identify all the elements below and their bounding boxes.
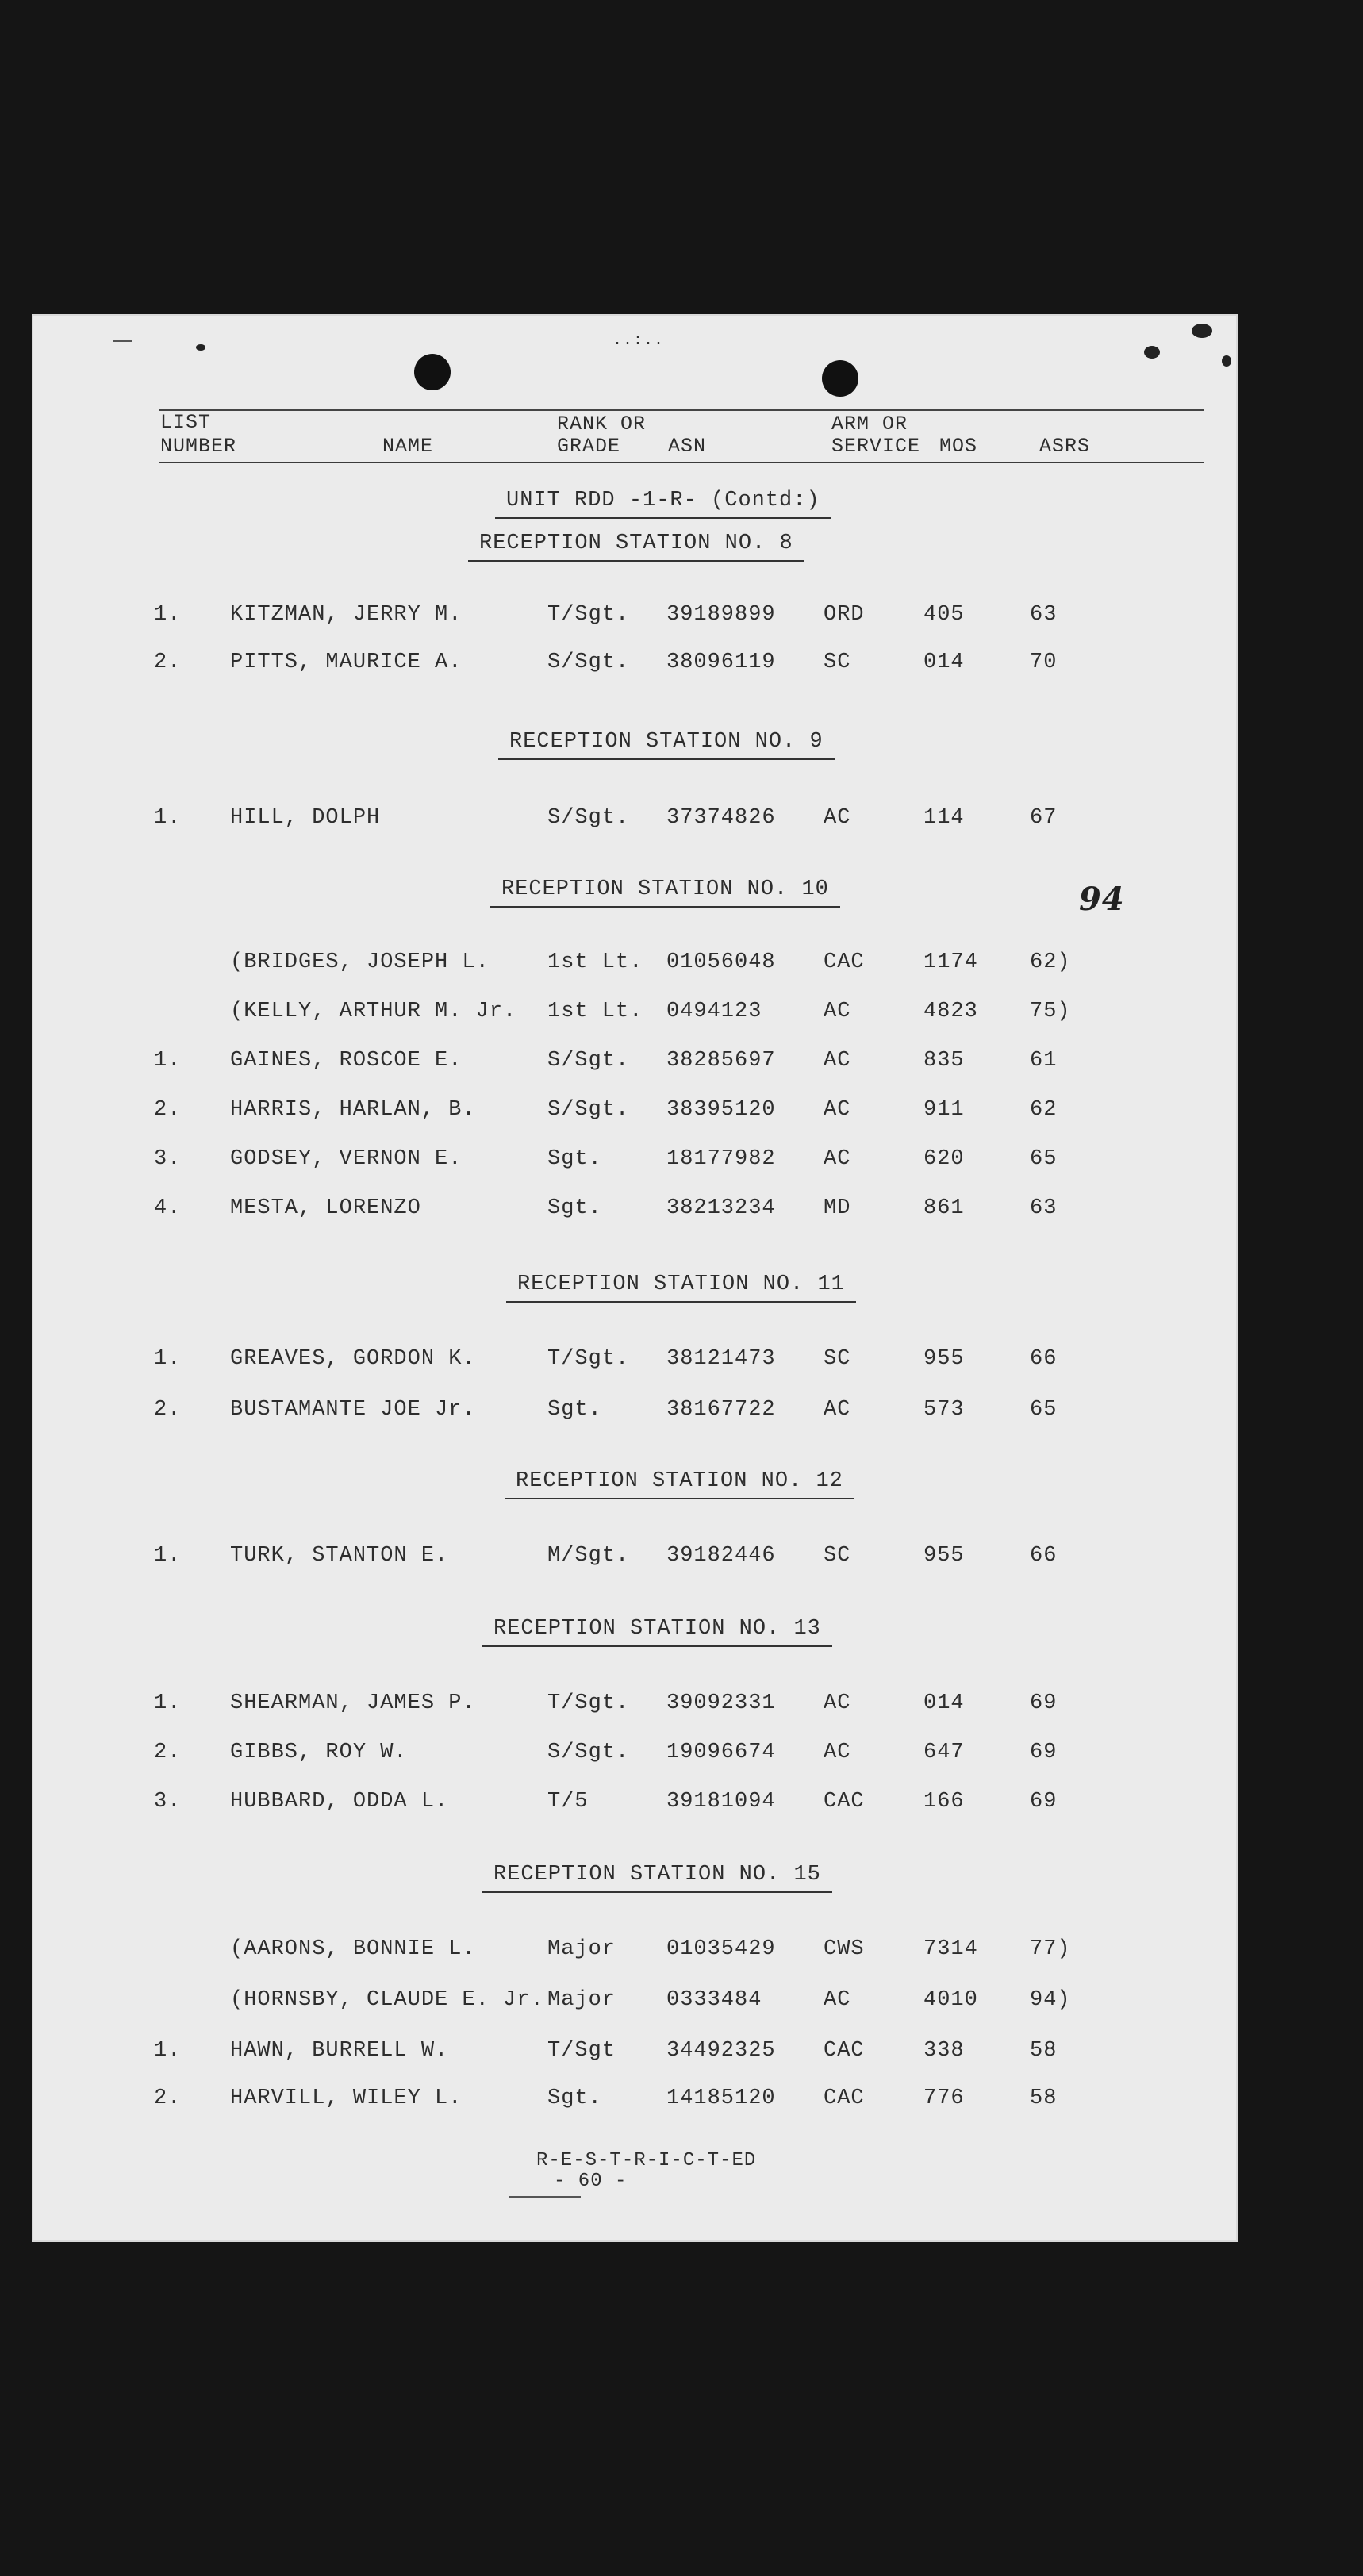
row-arm: CAC <box>824 2039 865 2063</box>
row-rank: Major <box>547 1988 616 2012</box>
row-num: 3. <box>154 1790 182 1814</box>
row-num: 1. <box>154 806 182 830</box>
row-asrs: 58 <box>1030 2087 1058 2110</box>
row-num: 1. <box>154 1347 182 1371</box>
section-title: RECEPTION STATION NO. 15 <box>482 1863 832 1887</box>
row-asn: 38167722 <box>666 1398 776 1422</box>
row-asrs: 66 <box>1030 1544 1058 1568</box>
row-asrs: 62) <box>1030 950 1071 974</box>
row-asn: 38395120 <box>666 1098 776 1122</box>
col-name-label: NAME <box>382 435 434 458</box>
row-name: BUSTAMANTE JOE Jr. <box>230 1398 476 1422</box>
col-mos-label: MOS <box>939 435 978 458</box>
row-mos: 338 <box>923 2039 965 2063</box>
document-page <box>33 316 1236 2240</box>
row-arm: AC <box>824 1398 851 1422</box>
col-asrs-label: ASRS <box>1039 435 1091 458</box>
row-asrs: 69 <box>1030 1790 1058 1814</box>
row-asrs: 66 <box>1030 1347 1058 1371</box>
row-name: (KELLY, ARTHUR M. Jr. <box>230 1000 517 1023</box>
row-num: 4. <box>154 1196 182 1220</box>
col-list-label-2: NUMBER <box>160 435 237 458</box>
row-num: 1. <box>154 2039 182 2063</box>
row-mos: 955 <box>923 1544 965 1568</box>
row-asn: 39189899 <box>666 603 776 627</box>
row-asn: 37374826 <box>666 806 776 830</box>
row-num: 1. <box>154 1049 182 1073</box>
row-mos: 4823 <box>923 1000 978 1023</box>
col-rank-label-2: GRADE <box>557 435 621 458</box>
row-rank: Sgt. <box>547 1147 602 1171</box>
row-rank: S/Sgt. <box>547 806 630 830</box>
row-asrs: 61 <box>1030 1049 1058 1073</box>
row-asrs: 62 <box>1030 1098 1058 1122</box>
row-arm: AC <box>824 1988 851 2012</box>
row-arm: AC <box>824 806 851 830</box>
row-rank: T/Sgt. <box>547 1347 630 1371</box>
row-arm: CAC <box>824 2087 865 2110</box>
row-asn: 39092331 <box>666 1691 776 1715</box>
punch-hole <box>414 354 451 390</box>
row-rank: M/Sgt. <box>547 1544 630 1568</box>
row-mos: 835 <box>923 1049 965 1073</box>
row-asn: 38096119 <box>666 651 776 674</box>
row-name: HUBBARD, ODDA L. <box>230 1790 449 1814</box>
row-arm: SC <box>824 1347 851 1371</box>
row-rank: S/Sgt. <box>547 1049 630 1073</box>
row-num: 2. <box>154 651 182 674</box>
row-rank: Sgt. <box>547 2087 602 2110</box>
row-num: 2. <box>154 1098 182 1122</box>
row-mos: 114 <box>923 806 965 830</box>
col-arm-label-1: ARM OR <box>831 413 908 436</box>
row-rank: T/Sgt <box>547 2039 616 2063</box>
section-title: RECEPTION STATION NO. 13 <box>482 1617 832 1641</box>
row-name: KITZMAN, JERRY M. <box>230 603 463 627</box>
row-num: 1. <box>154 1691 182 1715</box>
row-num: 1. <box>154 603 182 627</box>
header-top-rule <box>159 409 1204 411</box>
row-name: (BRIDGES, JOSEPH L. <box>230 950 490 974</box>
col-arm-label-2: SERVICE <box>831 435 921 458</box>
row-num: 2. <box>154 2087 182 2110</box>
row-num: 1. <box>154 1544 182 1568</box>
row-asrs: 70 <box>1030 651 1058 674</box>
section-title: RECEPTION STATION NO. 8 <box>468 532 804 555</box>
row-num: 3. <box>154 1147 182 1171</box>
row-name: GIBBS, ROY W. <box>230 1741 408 1764</box>
row-arm: CAC <box>824 1790 865 1814</box>
row-arm: CWS <box>824 1937 865 1961</box>
row-rank: T/Sgt. <box>547 1691 630 1715</box>
row-arm: SC <box>824 1544 851 1568</box>
row-rank: Sgt. <box>547 1398 602 1422</box>
row-name: PITTS, MAURICE A. <box>230 651 463 674</box>
row-name: (AARONS, BONNIE L. <box>230 1937 476 1961</box>
row-asn: 38121473 <box>666 1347 776 1371</box>
col-list-label-1: LIST <box>160 411 212 434</box>
row-mos: 776 <box>923 2087 965 2110</box>
row-arm: AC <box>824 1098 851 1122</box>
row-name: (HORNSBY, CLAUDE E. Jr. <box>230 1988 544 2012</box>
row-rank: S/Sgt. <box>547 1741 630 1764</box>
row-asrs: 58 <box>1030 2039 1058 2063</box>
row-asrs: 65 <box>1030 1398 1058 1422</box>
row-mos: 911 <box>923 1098 965 1122</box>
row-mos: 4010 <box>923 1988 978 2012</box>
row-asn: 34492325 <box>666 2039 776 2063</box>
row-asn: 38285697 <box>666 1049 776 1073</box>
row-asrs: 75) <box>1030 1000 1071 1023</box>
section-title: RECEPTION STATION NO. 11 <box>506 1273 856 1296</box>
row-rank: S/Sgt. <box>547 1098 630 1122</box>
row-mos: 955 <box>923 1347 965 1371</box>
row-mos: 014 <box>923 651 965 674</box>
row-mos: 405 <box>923 603 965 627</box>
row-asn: 19096674 <box>666 1741 776 1764</box>
row-mos: 647 <box>923 1741 965 1764</box>
row-rank: S/Sgt. <box>547 651 630 674</box>
row-arm: AC <box>824 1000 851 1023</box>
row-mos: 620 <box>923 1147 965 1171</box>
row-asn: 0494123 <box>666 1000 762 1023</box>
row-asrs: 63 <box>1030 603 1058 627</box>
row-mos: 861 <box>923 1196 965 1220</box>
row-arm: MD <box>824 1196 851 1220</box>
page-number: - 60 - <box>554 2171 628 2192</box>
row-rank: 1st Lt. <box>547 1000 643 1023</box>
row-asrs: 77) <box>1030 1937 1071 1961</box>
row-name: MESTA, LORENZO <box>230 1196 421 1220</box>
row-rank: T/Sgt. <box>547 603 630 627</box>
row-arm: SC <box>824 651 851 674</box>
header-bottom-rule <box>159 462 1204 463</box>
ink-speck <box>1192 324 1212 338</box>
footer-rule <box>509 2196 581 2198</box>
row-asn: 18177982 <box>666 1147 776 1171</box>
row-mos: 014 <box>923 1691 965 1715</box>
row-name: HILL, DOLPH <box>230 806 381 830</box>
row-name: HARRIS, HARLAN, B. <box>230 1098 476 1122</box>
row-arm: ORD <box>824 603 865 627</box>
classification-footer: R-E-S-T-R-I-C-T-ED <box>536 2150 757 2171</box>
row-asrs: 67 <box>1030 806 1058 830</box>
row-arm: AC <box>824 1741 851 1764</box>
row-name: HAWN, BURRELL W. <box>230 2039 449 2063</box>
row-num: 2. <box>154 1398 182 1422</box>
row-asrs: 63 <box>1030 1196 1058 1220</box>
ink-mark <box>113 340 132 342</box>
row-asrs: 94) <box>1030 1988 1071 2012</box>
ink-speck <box>1222 355 1231 367</box>
row-rank: Sgt. <box>547 1196 602 1220</box>
top-code: ..:.. <box>612 332 665 350</box>
row-arm: AC <box>824 1147 851 1171</box>
row-rank: 1st Lt. <box>547 950 643 974</box>
row-name: HARVILL, WILEY L. <box>230 2087 463 2110</box>
row-name: GAINES, ROSCOE E. <box>230 1049 463 1073</box>
punch-hole <box>822 360 858 397</box>
row-asn: 01056048 <box>666 950 776 974</box>
row-arm: CAC <box>824 950 865 974</box>
row-asrs: 69 <box>1030 1691 1058 1715</box>
row-asn: 38213234 <box>666 1196 776 1220</box>
row-rank: Major <box>547 1937 616 1961</box>
row-name: TURK, STANTON E. <box>230 1544 449 1568</box>
page-mark: 94 <box>1079 881 1125 918</box>
row-asn: 0333484 <box>666 1988 762 2012</box>
row-arm: AC <box>824 1691 851 1715</box>
row-mos: 573 <box>923 1398 965 1422</box>
ink-speck <box>196 344 205 351</box>
row-num: 2. <box>154 1741 182 1764</box>
section-title: RECEPTION STATION NO. 10 <box>490 877 840 901</box>
row-asrs: 69 <box>1030 1741 1058 1764</box>
row-name: GODSEY, VERNON E. <box>230 1147 463 1171</box>
col-asn-label: ASN <box>668 435 707 458</box>
row-rank: T/5 <box>547 1790 589 1814</box>
col-rank-label-1: RANK OR <box>557 413 647 436</box>
row-mos: 7314 <box>923 1937 978 1961</box>
section-title: RECEPTION STATION NO. 12 <box>505 1469 854 1493</box>
row-asrs: 65 <box>1030 1147 1058 1171</box>
row-asn: 39182446 <box>666 1544 776 1568</box>
row-asn: 39181094 <box>666 1790 776 1814</box>
row-mos: 166 <box>923 1790 965 1814</box>
row-name: SHEARMAN, JAMES P. <box>230 1691 476 1715</box>
row-mos: 1174 <box>923 950 978 974</box>
row-name: GREAVES, GORDON K. <box>230 1347 476 1371</box>
ink-speck <box>1144 346 1160 359</box>
row-asn: 01035429 <box>666 1937 776 1961</box>
row-asn: 14185120 <box>666 2087 776 2110</box>
unit-title: UNIT RDD -1-R- (Contd:) <box>495 489 831 513</box>
section-title: RECEPTION STATION NO. 9 <box>498 730 835 754</box>
row-arm: AC <box>824 1049 851 1073</box>
